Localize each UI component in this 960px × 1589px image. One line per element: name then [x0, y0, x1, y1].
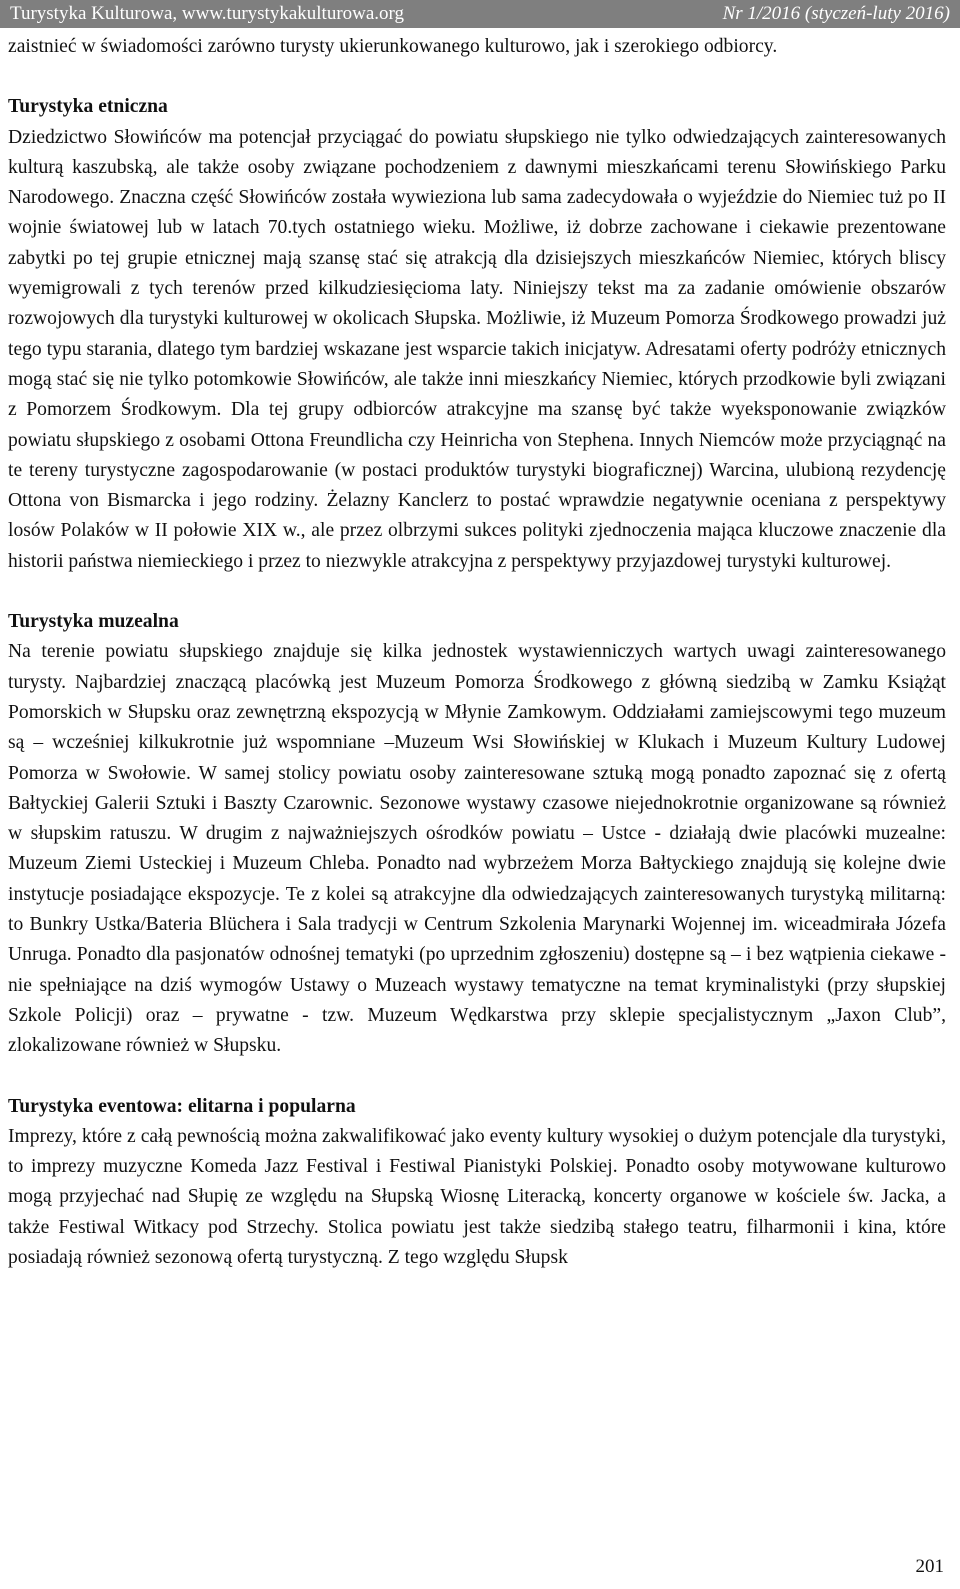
section-spacer — [8, 577, 946, 607]
section-heading-ethnic: Turystyka etniczna — [8, 96, 168, 118]
page-number: 201 — [915, 1556, 944, 1577]
issue-number: Nr 1/2016 (styczeń-luty 2016) — [722, 3, 950, 24]
section-spacer — [8, 1062, 946, 1092]
section-heading-museum: Turystyka muzealna — [8, 611, 179, 633]
section-paragraph-ethnic: Dziedzictwo Słowińców ma potencjał przyciągać do powiatu słupskiego nie tylko odwiedzających zainteresowanych kulturą kaszubską, ale także osoby związane pochodzeniem z dawnymi mieszkańcami terenu Słowińskiego Parku Narodowego. Znaczna część Słowińców została wywieziona lub sama zadecydowała o wyjeździe do Niemiec tuż po II wojnie światowej lub w latach 70.tych ostatniego wieku. Możliwe, iż dobrze zachowane i ciekawie prezentowane zabytki po tej grupie etnicznej mają szansę stać się atrakcją dla dzisiejszych mieszkańców Niemiec, których bliscy wyemigrowali z tych terenów przed kilkudziesięcioma laty. Niniejszy tekst ma za zadanie omówienie obszarów rozwojowych dla turystyki kulturowej w okolicach Słupska. Możliwie, iż Muzeum Pomorza Środkowego prowadzi już tego typu starania, dlatego tym bardziej wskazane jest wsparcie takich inicjatyw. Adresatami oferty podróży etnicznych mogą stać się nie tylko potomkowie Słowińców, ale także inni mieszkańcy Niemiec, których przodkowie byli związani z Pomorzem Środkowym. Dla tej grupy odbiorców atrakcyjne ma szansę być także wyeksponowanie związków powiatu słupskiego z osobami Ottona Freundlicha czy Heinricha von Stephena. Innych Niemców może przyciągnąć na te tereny turystyczne zagospodarowanie (w postaci produktów turystyki biograficznej) Warcina, ulubioną rezydencję Ottona von Bismarcka i jego rodziny. Żelazny Kanclerz to postać wprawdzie negatywnie oceniana z perspektywy losów Polaków w II połowie XIX w., ale przez olbrzymi sukces polityki zjednoczenia mająca kluczowe znaczenie dla historii państwa niemieckiego i przez to niezwykle atrakcyjna z perspektywy przyjazdowej turystyki kulturowej. — [8, 126, 946, 572]
section-spacer — [8, 62, 946, 92]
running-header — [0, 0, 960, 28]
article-body — [8, 32, 946, 1273]
intro-paragraph: zaistnieć w świadomości zarówno turysty ukierunkowanego kulturowo, jak i szerokiego odbiorcy. — [8, 36, 778, 57]
section-paragraph-museum: Na terenie powiatu słupskiego znajduje się kilka jednostek wystawienniczych wartych uwagi zainteresowanego turysty. Najbardziej znaczącą placówką jest Muzeum Pomorza Środkowego z główną siedzibą w Zamku Książąt Pomorskich w Słupsku oraz zewnętrzną ekspozycją w Młynie Zamkowym. Oddziałami zamiejscowymi tego muzeum są – wcześniej kilkukrotnie już wspomniane –Muzeum Wsi Słowińskiej w Klukach i Muzeum Kultury Ludowej Pomorza w Swołowie. W samej stolicy powiatu osoby zainteresowane sztuką mogą ponadto zapoznać się z ofertą Bałtyckiej Galerii Sztuki i Baszty Czarownic. Sezonowe wystawy czasowe niejednokrotnie organizowane są również w słupskim ratuszu. W drugim z najważniejszych ośrodków powiatu – Ustce - działają dwie placówki muzealne: Muzeum Ziemi Usteckiej i Muzeum Chleba. Ponadto nad wybrzeżem Morza Bałtyckiego znajdują się kolejne dwie instytucje posiadające ekspozycje. Te z kolei są atrakcyjne dla odwiedzających zainteresowanych turystyką militarną: to Bunkry Ustka/Bateria Blüchera i Sala tradycji w Centrum Szkolenia Marynarki Wojennej im. wiceadmirała Józefa Unruga. Ponadto dla pasjonatów odnośnej tematyki (po uprzednim zgłoszeniu) dostępne są – i bez wątpienia ciekawe - nie spełniające na dziś wymogów Ustawy o Muzeach wystawy tematyczne na temat kryminalistyki (przy słupskiej Szkole Policji) oraz – prywatne - tzw. Muzeum Wędkarstwa przy sklepie specjalistycznym „Jaxon Club”, zlokalizowane również w Słupsku. — [8, 641, 946, 1057]
section-paragraph-event: Imprezy, które z całą pewnością można zakwalifikować jako eventy kultury wysokiej o dużym potencjale dla turystyki, to imprezy muzyczne Komeda Jazz Festival i Festiwal Pianistyki Polskiej. Ponadto osoby motywowane kulturowo mogą przyjechać nad Słupię ze względu na Słupską Wiosnę Literacką, koncerty organowe w kościele św. Jacka, a także Festiwal Witkacy pod Strzechy. Stolica powiatu jest także siedzibą stałego teatru, filharmonii i kina, które posiadają również sezonową ofertą turystyczną. Z tego względu Słupsk — [8, 1125, 946, 1268]
journal-title: Turystyka Kulturowa, www.turystykakulturowa.org — [10, 3, 405, 24]
section-heading-event: Turystyka eventowa: elitarna i popularna — [8, 1095, 356, 1117]
